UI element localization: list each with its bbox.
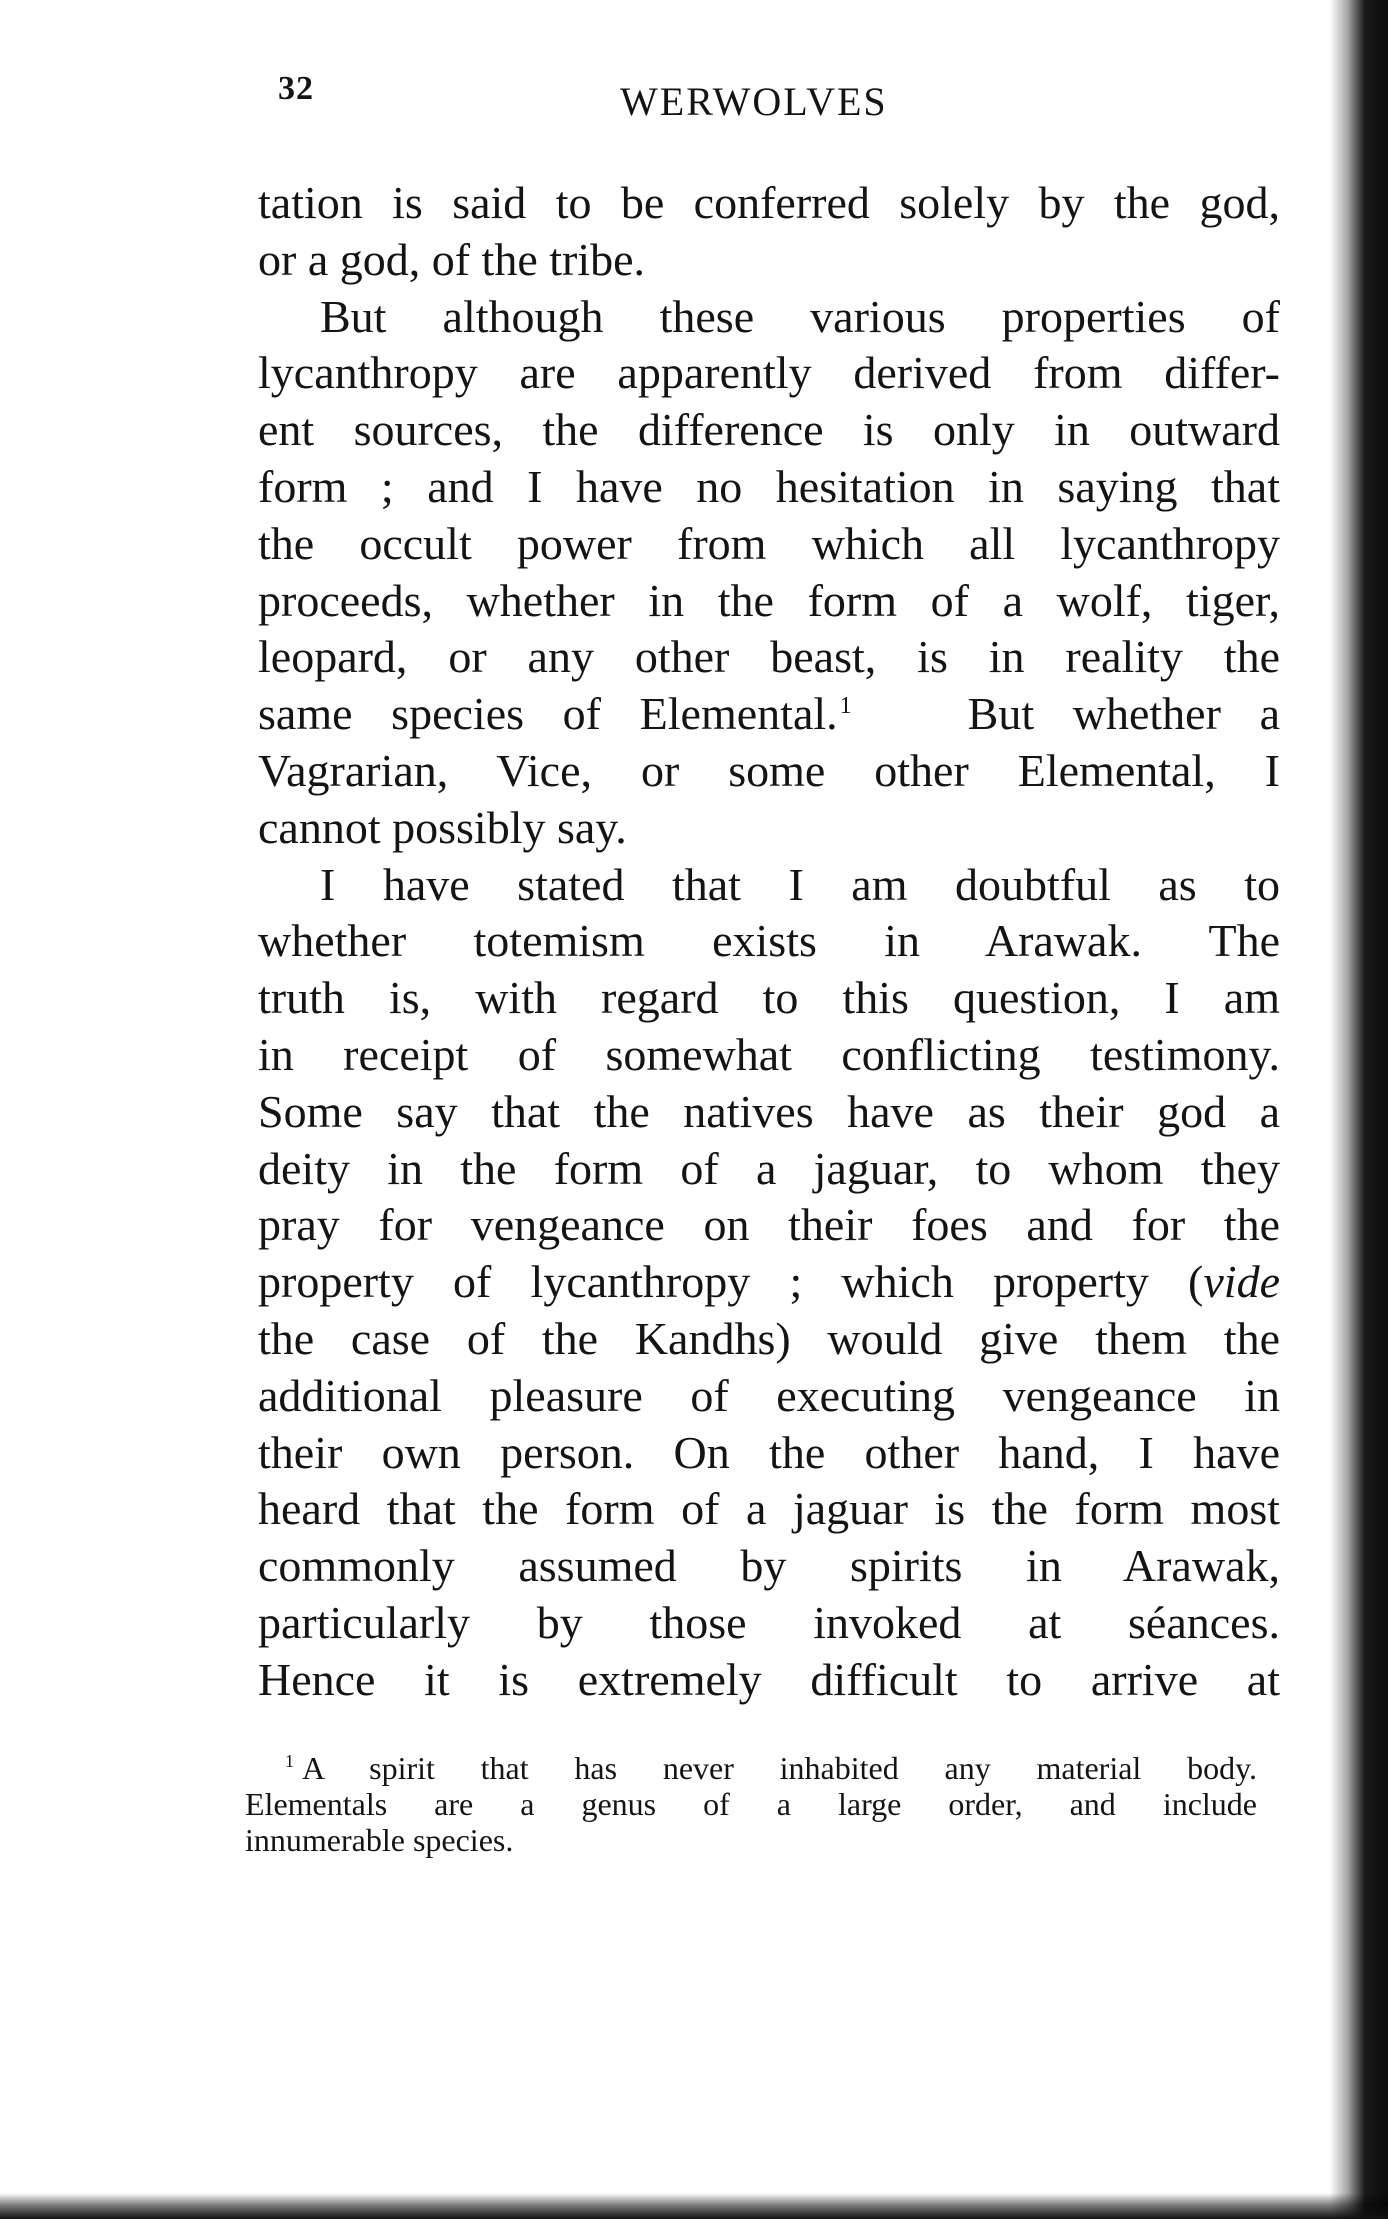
text-line: I have stated that I am doubtful as to	[320, 858, 1280, 910]
text-line: Hence it is extremely difficult to arrive at	[258, 1653, 1280, 1705]
text-segment: property of lycanthropy ; which property (	[258, 1256, 1204, 1308]
text-line: whether totemism exists in Arawak. The	[258, 915, 1280, 967]
text-line: leopard, or any other beast, is in reality the	[258, 631, 1280, 683]
body-text	[258, 175, 1280, 1709]
text-line: the case of the Kandhs) would give them the	[258, 1312, 1280, 1364]
text-line: Some say that the natives have as their god a	[258, 1085, 1280, 1137]
footnote-line: innumerable species.	[245, 1822, 514, 1858]
text-line: commonly assumed by spirits in Arawak,	[258, 1540, 1280, 1592]
text-line: Vagrarian, Vice, or some other Elemental, I	[258, 744, 1280, 796]
text-line	[258, 1254, 1280, 1311]
text-line: tation is said to be conferred solely by the god,	[258, 177, 1280, 228]
footnote-line: Elementals are a genus of a large order, and include	[245, 1786, 1257, 1822]
text-line: lycanthropy are apparently derived from differ-	[258, 347, 1280, 399]
text-line: cannot possibly say.	[258, 801, 627, 853]
footnote-text: A spirit that has never inhabited any material body.	[302, 1750, 1257, 1786]
text-line: or a god, of the tribe.	[258, 233, 646, 285]
text-line: additional pleasure of executing vengeance in	[258, 1369, 1280, 1421]
text-line: deity in the form of a jaguar, to whom they	[258, 1142, 1280, 1194]
text-segment: But whether a	[967, 688, 1281, 740]
footnote-line	[245, 1750, 1257, 1786]
text-line: truth is, with regard to this question, I am	[258, 972, 1280, 1024]
text-line: in receipt of somewhat conflicting testimony.	[258, 1028, 1280, 1080]
running-title: WERWOLVES	[620, 79, 888, 124]
footnote-mark: 1	[285, 1751, 294, 1772]
page-bottom-shadow	[0, 2193, 1388, 2219]
italic-word: vide	[1203, 1256, 1280, 1308]
text-line: But although these various properties of	[320, 290, 1280, 342]
footnote	[245, 1750, 1257, 1858]
footnote-reference: 1	[839, 692, 852, 719]
text-line: proceeds, whether in the form of a wolf, tiger,	[258, 574, 1280, 626]
text-line: form ; and I have no hesitation in saying that	[258, 460, 1280, 512]
text-segment: same species of Elemental.	[258, 688, 838, 740]
text-line: heard that the form of a jaguar is the form most	[258, 1483, 1280, 1535]
text-line: particularly by those invoked at séances.	[258, 1596, 1280, 1648]
text-line: the occult power from which all lycanthropy	[258, 517, 1280, 569]
text-line: their own person. On the other hand, I have	[258, 1426, 1280, 1478]
text-line: ent sources, the difference is only in outward	[258, 404, 1280, 456]
page-number: 32	[278, 70, 314, 107]
page-edge-shadow	[1330, 0, 1388, 2219]
text-line	[258, 686, 1280, 743]
text-line: pray for vengeance on their foes and for the	[258, 1199, 1280, 1251]
